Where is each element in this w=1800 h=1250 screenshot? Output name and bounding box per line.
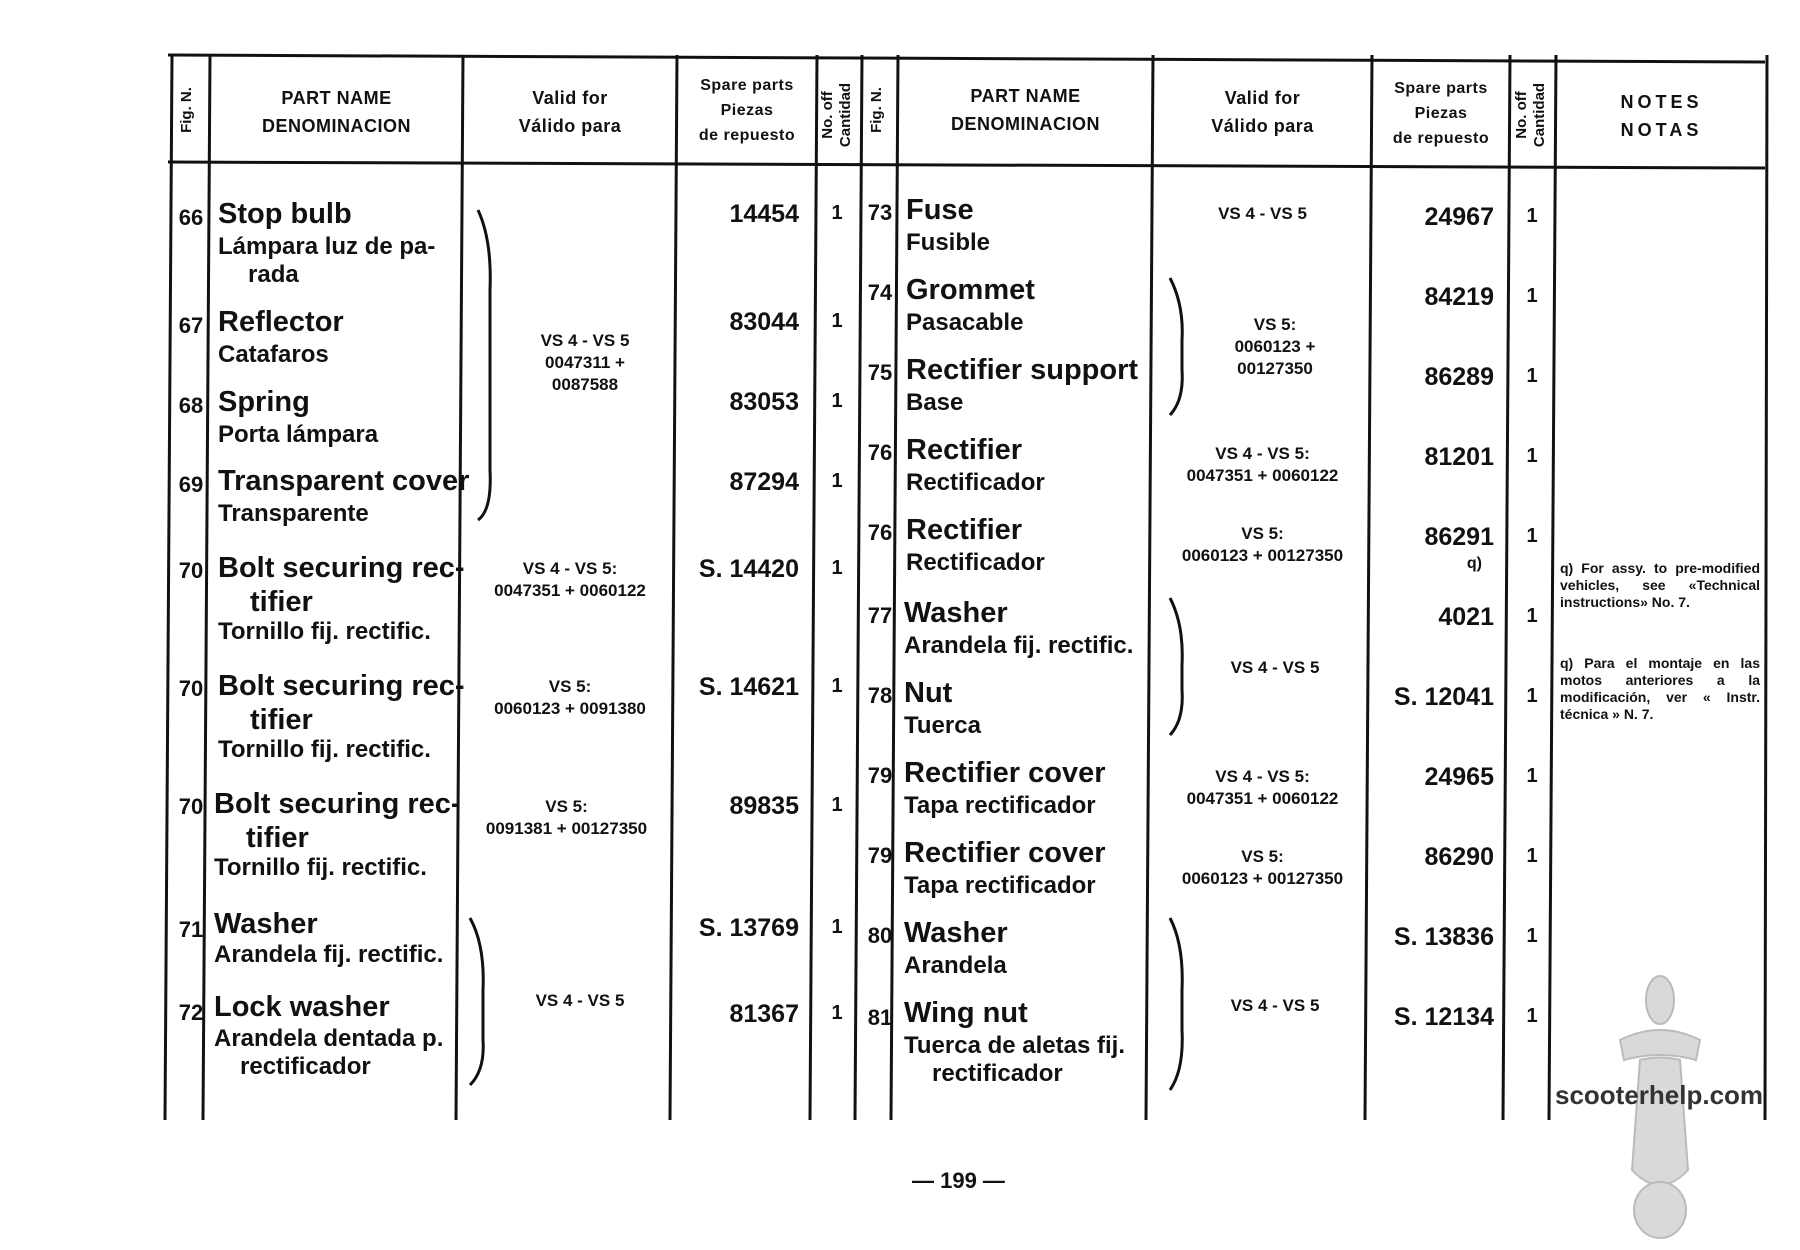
header-spare-parts-right: Spare parts Piezas de repuesto [1392,80,1490,147]
part-name-es: Tornillo fij. rectific. [214,854,427,881]
part-name-es: Arandela fij. rectific. [214,941,444,968]
quantity: 1 [1526,1005,1538,1027]
part-name-en: Bolt securing rec- tifier [214,788,461,854]
part-name-es: Arandela [904,952,1007,979]
spare-part-number: 81367 [729,1000,799,1028]
part-name-en: Bolt securing rec- tifier [218,552,465,618]
quantity: 1 [831,794,843,816]
valid-for-group: VS 4 - VS 5 [1230,996,1320,1015]
header-part-name: PART NAME DENOMINACION [262,88,411,136]
valid-for-group: VS 4 - VS 5 0047311 + 0087588 [540,331,630,394]
spare-part-number: 86290 [1424,843,1494,871]
quantity: 1 [831,390,843,412]
part-name-es: Lámpara luz de pa- rada [218,233,436,288]
fig-number: 79 [867,843,893,868]
part-name-en: Grommet [906,274,1035,306]
spare-part-number: 24965 [1424,763,1494,791]
part-name-en: Rectifier [906,514,1023,546]
quantity: 1 [1526,445,1538,467]
part-name-es: Tornillo fij. rectific. [218,618,431,645]
page-number: — 199 — [912,1168,1005,1193]
part-name-es: Porta lámpara [218,421,379,448]
fig-number: 80 [867,923,893,948]
valid-for: VS 4 - VS 5: 0047351 + 0060122 [1186,444,1339,485]
brace-left-1 [478,210,490,520]
quantity: 1 [1526,525,1538,547]
part-name-es: Catafaros [218,341,329,368]
fig-number: 69 [178,472,204,497]
brace-right-2 [1170,598,1182,735]
fig-number: 76 [867,440,893,465]
part-name-es: Rectificador [906,469,1045,496]
part-name-es: Tornillo fij. rectific. [218,736,431,763]
brace-right-3 [1170,918,1182,1090]
header-spare-parts: Spare parts Piezas de repuesto [698,77,796,144]
fig-number: 74 [867,280,893,305]
part-name-en: Rectifier [906,434,1023,466]
valid-for-group: VS 4 - VS 5 [1230,658,1320,677]
quantity: 1 [831,470,843,492]
valid-for: VS 4 - VS 5: 0047351 + 0060122 [1186,767,1339,808]
valid-for: VS 5: 0060123 + 00127350 [1181,524,1344,565]
quantity: 1 [1526,285,1538,307]
fig-number: 75 [867,360,893,385]
fig-number: 81 [867,1005,893,1030]
quantity: 1 [1526,365,1538,387]
part-name-en: Rectifier cover [904,837,1106,869]
part-name-en: Wing nut [904,997,1028,1029]
part-name-es: Arandela fij. rectific. [904,632,1134,659]
valid-for: VS 5: 0060123 + 0091380 [494,677,646,718]
spare-part-number: S. 13836 [1393,923,1494,951]
part-name-es: Rectificador [906,549,1045,576]
spare-part-number: S. 14420 [698,555,799,583]
header-notes: NOTES NOTAS [1620,92,1703,140]
fig-number: 68 [178,393,204,418]
spare-part-number: 87294 [729,468,799,496]
fig-number: 70 [178,558,204,583]
part-name-es: Base [906,389,964,416]
quantity: 1 [1526,205,1538,227]
part-name-es: Fusible [906,229,991,256]
part-name-es: Transparente [218,500,369,527]
spare-part-number: 14454 [729,200,799,228]
quantity: 1 [831,557,843,579]
quantity: 1 [1526,925,1538,947]
part-name-en: Fuse [906,194,974,226]
fig-number: 66 [178,205,204,230]
valid-for: VS 4 - VS 5: 0047351 + 0060122 [494,559,646,600]
header-qty-right: No. off Cantidad [1513,82,1548,148]
fig-number: 73 [867,200,893,225]
watermark: scooterhelp.com [1555,1080,1764,1110]
part-name-en: Washer [904,917,1008,949]
quantity: 1 [1526,845,1538,867]
header-fig: Fig. N. [178,87,195,133]
part-name-en: Washer [214,908,318,940]
fig-number: 70 [178,676,204,701]
spare-part-number: 24967 [1424,203,1494,231]
part-name-en: Lock washer [214,991,390,1023]
part-name-es: Tuerca de aletas fij. rectificador [904,1032,1125,1087]
spare-part-number: 89835 [729,792,799,820]
spare-part-number: 4021 [1438,603,1494,631]
part-name-es: Tapa rectificador [904,872,1096,899]
brace-right-1 [1170,278,1182,415]
fig-number: 67 [178,313,204,338]
valid-for: VS 5: 0091381 + 00127350 [485,797,648,838]
quantity: 1 [831,202,843,224]
quantity: 1 [1526,685,1538,707]
note-spanish: q) Para el montaje en las motos anteriores a la modificación, ver « Instr. técnica » N. 7. [1560,655,1760,722]
part-name-es: Pasacable [906,309,1024,336]
fig-number: 78 [867,683,893,708]
spare-part-number: 84219 [1424,283,1494,311]
header-fig-right: Fig. N. [868,87,885,133]
note-english: q) For assy. to pre-modified vehicles, see «Technical instructions» No. 7. [1560,560,1760,610]
quantity: 1 [1526,605,1538,627]
quantity: 1 [831,1002,843,1024]
spare-part-number: 83044 [729,308,799,336]
fig-number: 77 [867,603,893,628]
header-valid-for: Valid for Válido para [518,88,622,136]
spare-part-number: 81201 [1424,443,1494,471]
part-name-en: Bolt securing rec- tifier [218,670,465,736]
header-qty: No. off Cantidad [819,82,854,148]
part-name-en: Spring [218,386,310,418]
spare-part-number: 86291 [1424,523,1494,551]
spare-part-number: 83053 [729,388,799,416]
part-name-en: Reflector [218,306,344,338]
fig-number: 71 [178,917,204,942]
quantity: 1 [831,310,843,332]
quantity: 1 [1526,765,1538,787]
part-name-en: Transparent cover [218,465,470,497]
header-valid-for-right: Valid for Válido para [1211,88,1314,136]
part-name-en: Rectifier support [906,354,1139,386]
brace-left-2 [470,918,483,1085]
fig-number: 79 [867,763,893,788]
spare-part-number: 86289 [1424,363,1494,391]
part-name-en: Stop bulb [218,198,352,230]
quantity: 1 [831,675,843,697]
spare-part-number: S. 12134 [1393,1003,1494,1031]
valid-for-group: VS 5: 0060123 + 00127350 [1234,315,1316,378]
part-note-ref: q) [1466,555,1482,572]
fig-number: 76 [867,520,893,545]
part-name-es: Tapa rectificador [904,792,1096,819]
valid-for: VS 4 - VS 5 [1218,204,1307,223]
spare-part-number: S. 13769 [698,914,799,942]
spare-part-number: S. 12041 [1393,683,1494,711]
part-name-en: Washer [904,597,1008,629]
fig-number: 70 [178,794,204,819]
part-name-en: Rectifier cover [904,757,1106,789]
header-part-name-right: PART NAME DENOMINACION [951,86,1100,134]
part-name-es: Arandela dentada p. rectificador [214,1025,444,1080]
valid-for: VS 5: 0060123 + 00127350 [1181,847,1344,888]
quantity: 1 [831,916,843,938]
valid-for-group: VS 4 - VS 5 [535,991,625,1010]
fig-number: 72 [178,1000,204,1025]
part-name-es: Tuerca [904,712,981,739]
part-name-en: Nut [904,677,953,709]
spare-part-number: S. 14621 [698,673,799,701]
